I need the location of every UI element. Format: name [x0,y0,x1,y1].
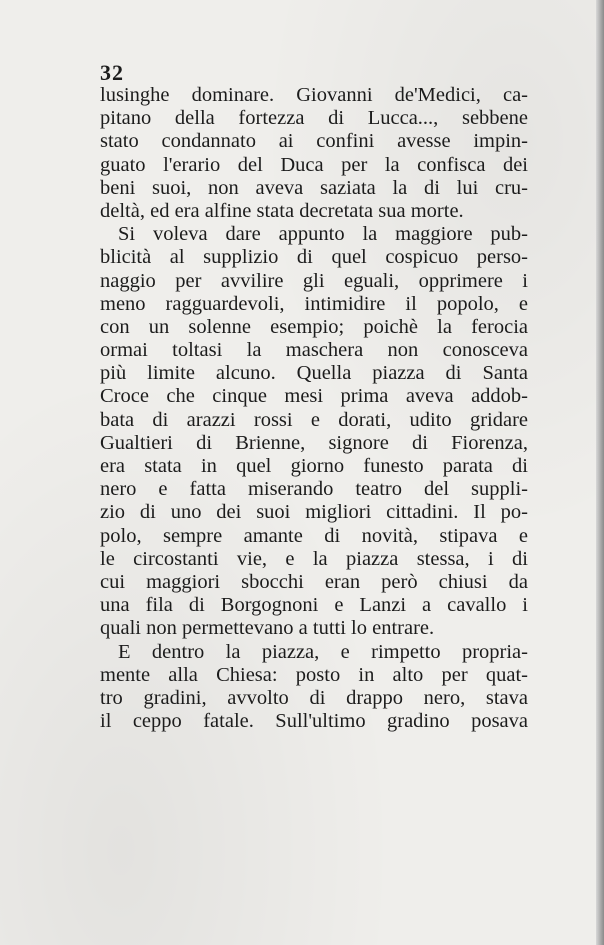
text-line: ormai toltasi la maschera non conosceva [100,339,528,362]
text-line: blicità al supplizio di quel cospicuo perso- [100,246,528,269]
page-number: 32 [100,60,124,85]
text-line: meno ragguardevoli, intimidire il popolo, e [100,292,528,315]
text-line: una fila di Borgognoni e Lanzi a cavallo i [100,594,528,617]
text-line: polo, sempre amante di novità, stipava e [100,524,528,547]
text-line: il ceppo fatale. Sull'ultimo gradino posava [100,710,528,733]
text-line: nero e fatta miserando teatro del suppli- [100,478,528,501]
page-edge-shadow [596,0,604,945]
text-line: Si voleva dare appunto la maggiore pub- [118,223,528,246]
text-line: guato l'erario del Duca per la confisca dei [100,153,528,176]
text-line: quali non permettevano a tutti lo entrare. [100,617,435,640]
text-line: Croce che cinque mesi prima aveva addob- [100,385,528,408]
text-line: deltà, ed era alfine stata decretata sua morte. [100,199,464,222]
text-line: Gualtieri di Brienne, signore di Fiorenza, [100,431,528,454]
text-line: pitano della fortezza di Lucca..., sebbene [100,107,528,130]
text-line: stato condannato ai confini avesse impin- [100,130,528,153]
text-line: naggio per avvilire gli eguali, opprimere i [100,269,528,292]
text-line: le circostanti vie, e la piazza stessa, i di [100,547,528,570]
text-line: più limite alcuno. Quella piazza di Santa [100,362,528,385]
text-line: mente alla Chiesa: posto in alto per quat- [100,663,528,686]
text-line: zio di uno dei suoi migliori cittadini. Il po- [100,501,528,524]
text-line: cui maggiori sbocchi eran però chiusi da [100,570,528,593]
text-line: bata di arazzi rossi e dorati, udito gridare [100,408,528,431]
text-line: tro gradini, avvolto di drappo nero, stava [100,686,528,709]
text-line: lusinghe dominare. Giovanni de'Medici, ca- [100,84,528,106]
text-line: beni suoi, non aveva saziata la di lui cru- [100,176,528,199]
text-line: con un solenne esempio; poichè la ferocia [100,315,528,338]
text-line: E dentro la piazza, e rimpetto propria- [118,640,528,663]
text-line: era stata in quel giorno funesto parata di [100,455,528,477]
body-text [100,84,528,733]
